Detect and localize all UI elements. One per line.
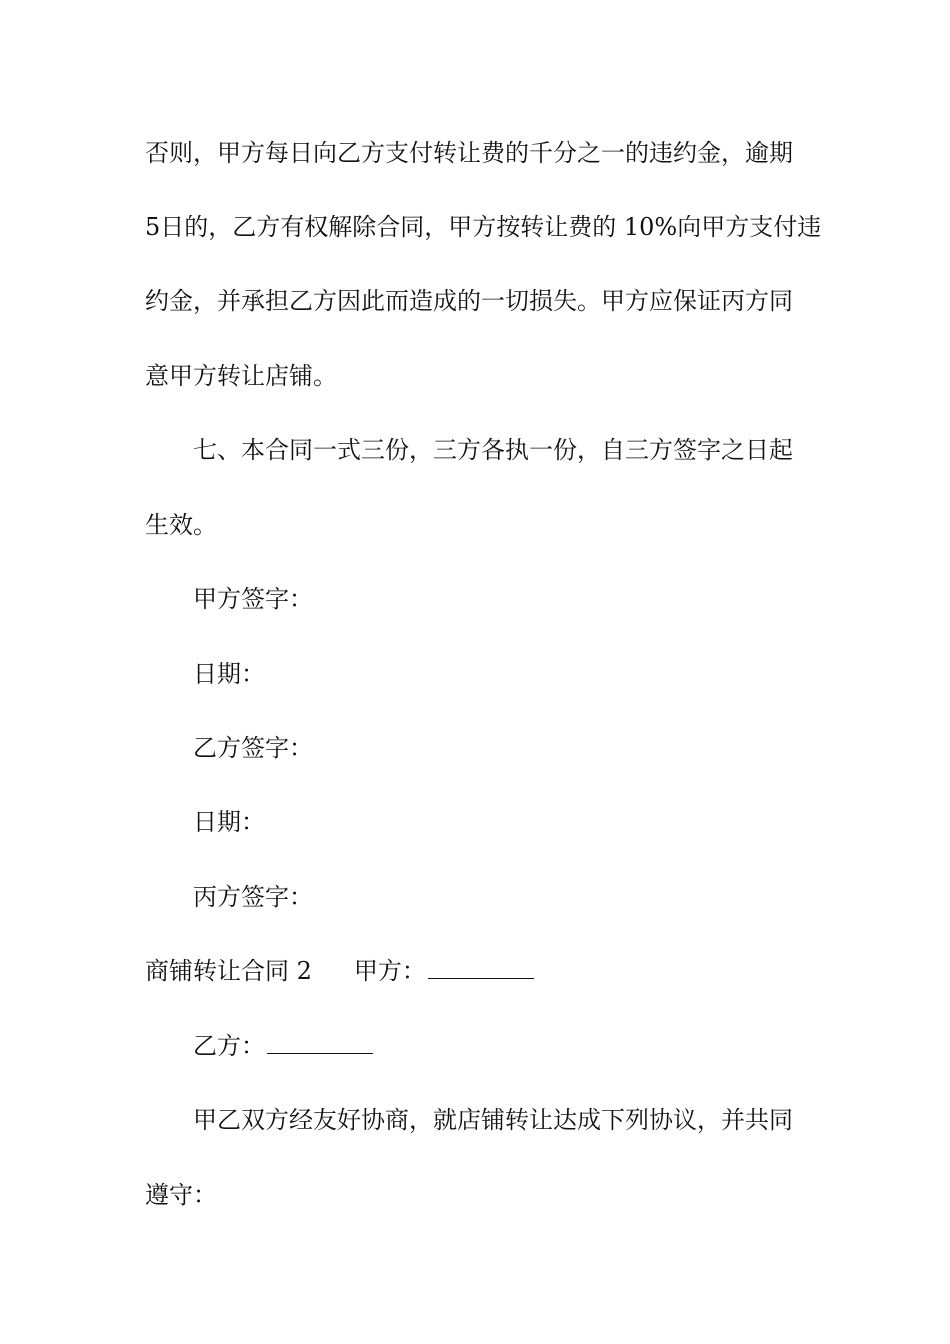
clause-seven: 七、本合同一式三份，三方各执一份，自三方签字之日起: [193, 436, 793, 464]
paragraph-line: 生效。: [145, 511, 217, 539]
party-c-signature-label: 丙方签字：: [193, 883, 313, 911]
paragraph-line: 约金，并承担乙方因此而造成的一切损失。甲方应保证丙方同: [145, 287, 793, 315]
contract-2-title: 商铺转让合同 2: [145, 957, 312, 985]
paragraph-line: 5日的，乙方有权解除合同，甲方按转让费的 10%向甲方支付违: [145, 213, 822, 241]
party-a-signature-label: 甲方签字：: [193, 585, 313, 613]
party-a-blank: [428, 958, 534, 979]
contract-2-intro-end: 遵守：: [145, 1181, 217, 1209]
party-b-label: 乙方：: [193, 1032, 265, 1060]
contract-2-intro: 甲乙双方经友好协商，就店铺转让达成下列协议，并共同: [193, 1106, 793, 1134]
party-b-line: [193, 1031, 373, 1061]
party-b-signature-label: 乙方签字：: [193, 734, 313, 762]
date-label: 日期：: [193, 660, 265, 688]
party-b-blank: [267, 1033, 373, 1054]
date-label: 日期：: [193, 808, 265, 836]
paragraph-line: 否则，甲方每日向乙方支付转让费的千分之一的违约金，逾期: [145, 139, 793, 167]
paragraph-line: 意甲方转让店铺。: [145, 362, 337, 390]
contract-2-heading-line: [145, 956, 534, 986]
party-a-label: 甲方：: [353, 957, 426, 985]
